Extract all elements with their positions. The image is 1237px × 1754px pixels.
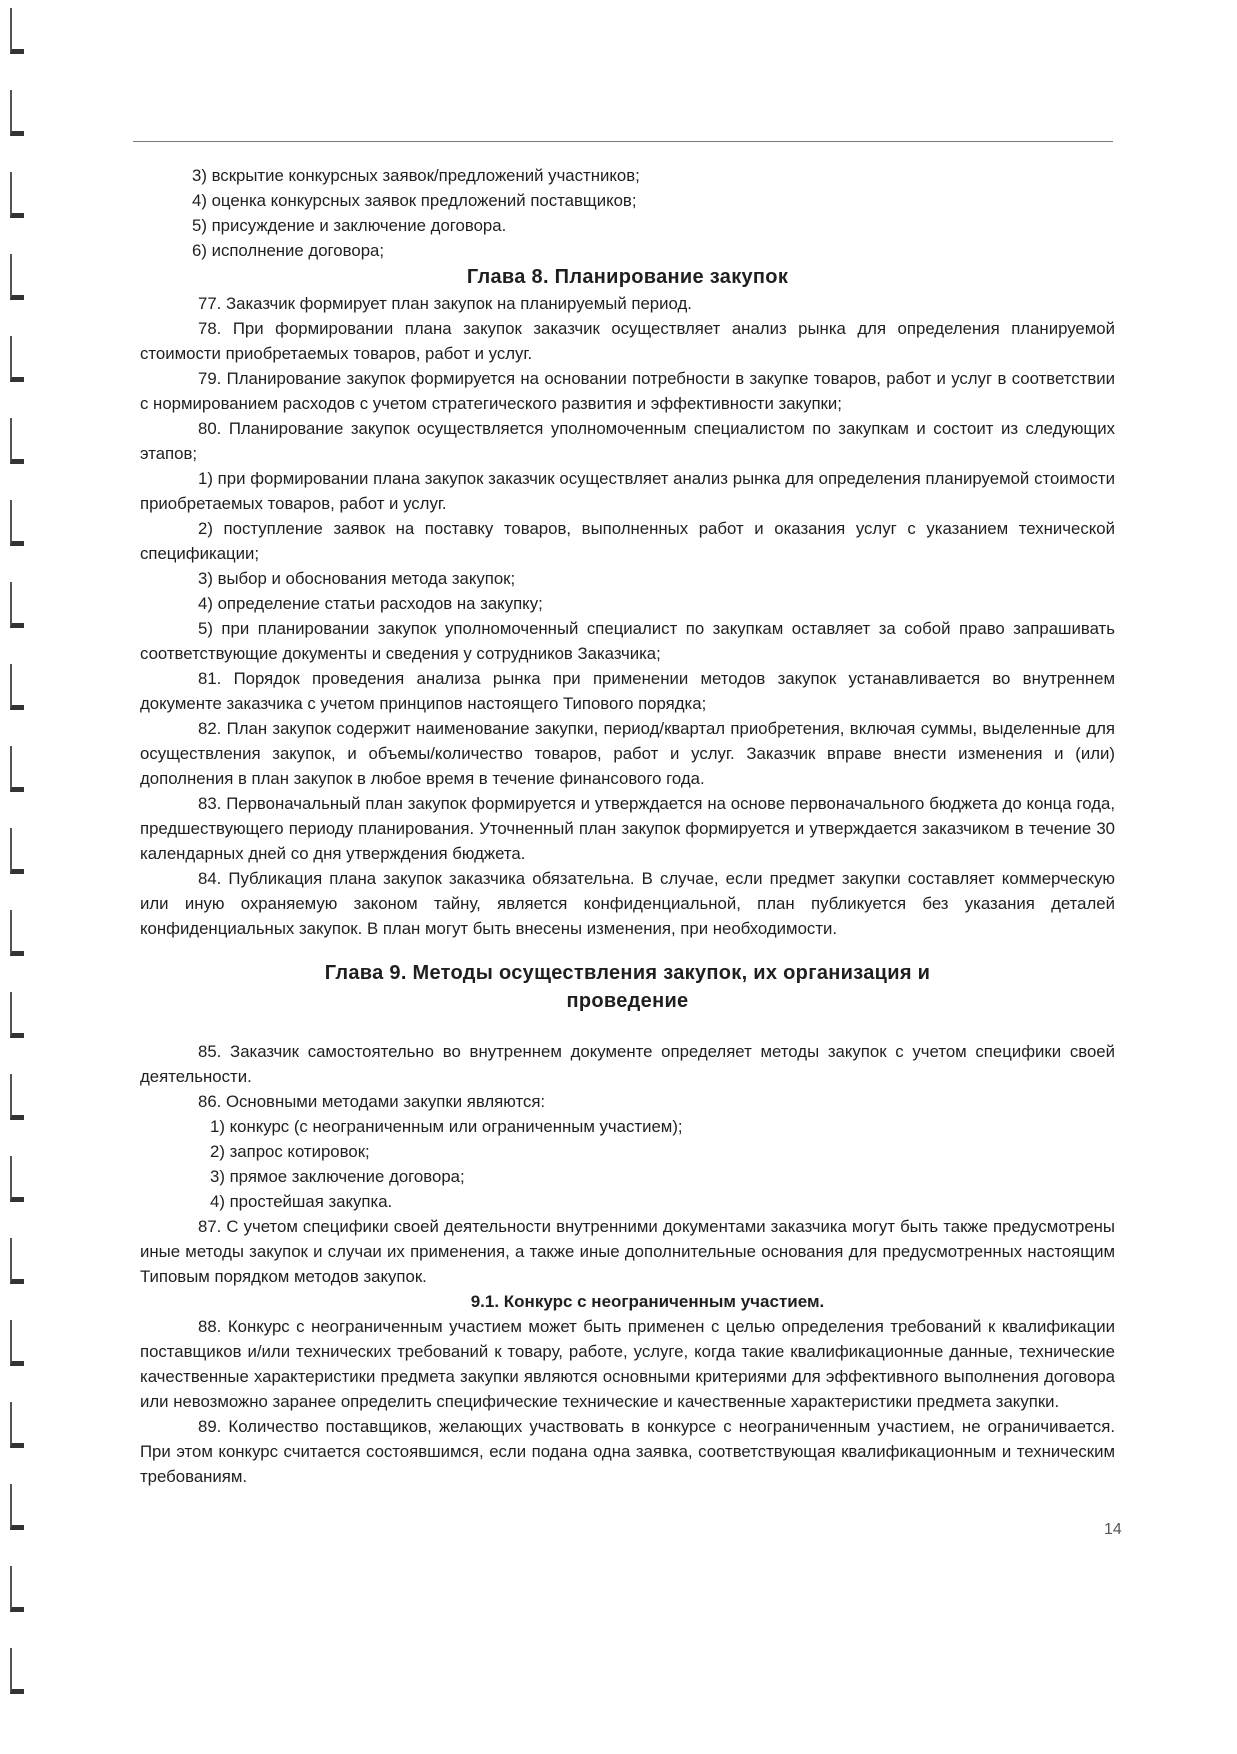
- binding-ring: [10, 1320, 24, 1366]
- section-9-1-title: 9.1. Конкурс с неограниченным участием.: [470, 1292, 825, 1311]
- binding-ring: [10, 1566, 24, 1612]
- binding-ring: [10, 418, 24, 464]
- binding-ring: [10, 90, 24, 136]
- binding-ring: [10, 1402, 24, 1448]
- paragraph-79: 79. Планирование закупок формируется на основании потребности в закупке товаров, работ и услуг в соответствии с нормированием расходов с учетом стратегического развития и эффективности закупки;: [140, 369, 1115, 413]
- list-item: 2) запрос котировок;: [210, 1142, 370, 1161]
- paragraph-88: 88. Конкурс с неограниченным участием может быть применен с целью определения требований к квалификации поставщиков и/или технических требований к товару, работе, услуге, когда такие квалификационные данные, технические качественные характеристики предмета закупки являются основными критериями для эффективного выполнения договора или невозможно заранее определить специфические технические и качественные характеристики предмета закупки.: [140, 1317, 1115, 1411]
- binding-ring: [10, 664, 24, 710]
- chapter-8-title: Глава 8. Планирование закупок: [466, 266, 789, 288]
- list-item: 1) конкурс (с неограниченным или ограниченным участием);: [210, 1117, 683, 1136]
- paragraph-80: 80. Планирование закупок осуществляется уполномоченным специалистом по закупкам и состоит из следующих этапов;: [140, 419, 1115, 463]
- stage-list: [140, 163, 1115, 263]
- binding-ring: [10, 336, 24, 382]
- binding-ring: [10, 992, 24, 1038]
- document-page: [140, 163, 1115, 1489]
- paragraph-80-2: 2) поступление заявок на поставку товаров, выполненных работ и оказания услуг с указанием технической спецификации;: [140, 519, 1115, 563]
- binding-ring: [10, 8, 24, 54]
- chapter-9-title-line2: проведение: [566, 990, 689, 1012]
- paragraph-78: 78. При формировании плана закупок заказчик осуществляет анализ рынка для определения планируемой стоимости приобретаемых товаров, работ и услуг.: [140, 319, 1115, 363]
- binding-ring: [10, 172, 24, 218]
- binding-ring: [10, 1074, 24, 1120]
- binding-ring: [10, 828, 24, 874]
- paragraph-83: 83. Первоначальный план закупок формируется и утверждается на основе первоначального бюджета до конца года, предшествующего периоду планирования. Уточненный план закупок формируется и утверждается заказчиком в течение 30 календарных дней со дня утверждения бюджета.: [140, 794, 1115, 863]
- list-item: 6) исполнение договора;: [192, 241, 385, 260]
- header-rule: [133, 141, 1113, 142]
- paragraph-82: 82. План закупок содержит наименование закупки, период/квартал приобретения, включая суммы, выделенные для осуществления закупок, и объемы/количество товаров, работ и услуг. Заказчик вправе внести изменения и (или) дополнения в план закупок в любое время в течение финансового года.: [140, 719, 1115, 788]
- paragraph-86: 86. Основными методами закупки являются:: [198, 1092, 546, 1111]
- binding-ring: [10, 1648, 24, 1694]
- chapter-9-title-line1: Глава 9. Методы осуществления закупок, их организация и: [324, 962, 931, 984]
- paragraph-80-1: 1) при формировании плана закупок заказчик осуществляет анализ рынка для определения планируемой стоимости приобретаемых товаров, работ и услуг.: [140, 469, 1115, 513]
- paragraph-80-4: 4) определение статьи расходов на закупку;: [198, 594, 543, 613]
- list-item: 4) простейшая закупка.: [210, 1192, 393, 1211]
- binding-ring: [10, 582, 24, 628]
- binding-ring: [10, 1484, 24, 1530]
- paragraph-85: 85. Заказчик самостоятельно во внутреннем документе определяет методы закупок с учетом специфики своей деятельности.: [140, 1042, 1115, 1086]
- binding-rings: [0, 0, 40, 1754]
- list-item: 4) оценка конкурсных заявок предложений поставщиков;: [192, 191, 637, 210]
- list-item: 3) прямое заключение договора;: [210, 1167, 465, 1186]
- binding-ring: [10, 500, 24, 546]
- methods-list: [140, 1114, 1115, 1214]
- chapter-9-title: [140, 959, 1115, 1015]
- paragraph-77: 77. Заказчик формирует план закупок на планируемый период.: [198, 294, 692, 313]
- paragraph-80-5: 5) при планировании закупок уполномоченный специалист по закупкам оставляет за собой право запрашивать соответствующие документы и сведения у сотрудников Заказчика;: [140, 619, 1115, 663]
- binding-ring: [10, 1156, 24, 1202]
- binding-ring: [10, 254, 24, 300]
- paragraph-81: 81. Порядок проведения анализа рынка при применении методов закупок устанавливается во внутреннем документе заказчика с учетом принципов настоящего Типового порядка;: [140, 669, 1115, 713]
- paragraph-89: 89. Количество поставщиков, желающих участвовать в конкурсе с неограниченным участием, не ограничивается. При этом конкурс считается состоявшимся, если подана одна заявка, соответствующая квалификационным и техническим требованиям.: [140, 1417, 1115, 1486]
- list-item: 3) вскрытие конкурсных заявок/предложений участников;: [192, 166, 640, 185]
- list-item: 5) присуждение и заключение договора.: [192, 216, 507, 235]
- page-number: 14: [1104, 1521, 1122, 1538]
- binding-ring: [10, 910, 24, 956]
- paragraph-84: 84. Публикация плана закупок заказчика обязательна. В случае, если предмет закупки составляет коммерческую или иную охраняемую законом тайну, является конфиденциальной, план публикуется без указания деталей конфиденциальных закупок. В план могут быть внесены изменения, при необходимости.: [140, 869, 1115, 938]
- paragraph-87: 87. С учетом специфики своей деятельности внутренними документами заказчика могут быть также предусмотрены иные методы закупок и случаи их применения, а также иные дополнительные основания для предусмотренных настоящим Типовым порядком методов закупок.: [140, 1217, 1115, 1286]
- paragraph-80-3: 3) выбор и обоснования метода закупок;: [198, 569, 516, 588]
- binding-ring: [10, 746, 24, 792]
- binding-ring: [10, 1238, 24, 1284]
